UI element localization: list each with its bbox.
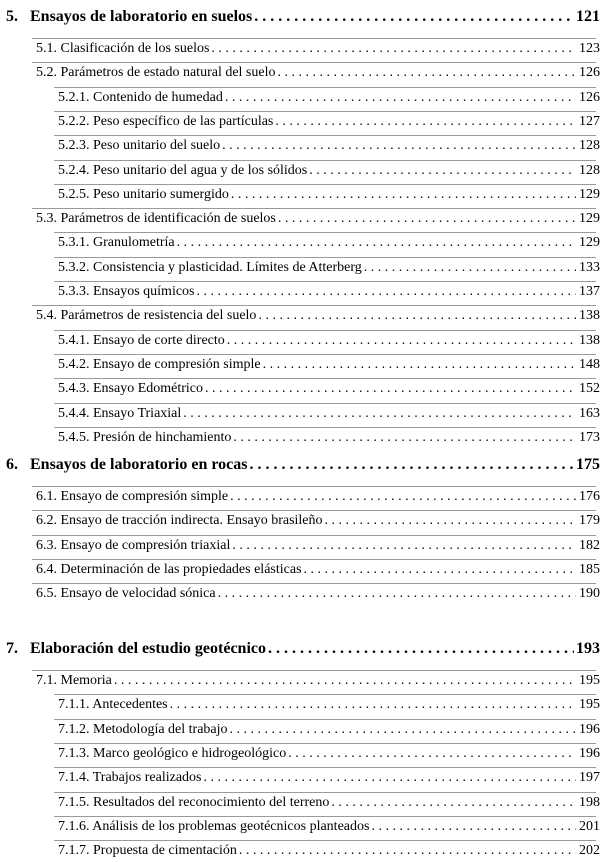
row-divider	[54, 354, 596, 355]
subsection-entry[interactable]	[58, 187, 600, 206]
dot-leader	[371, 819, 576, 835]
subsection-entry[interactable]	[58, 138, 600, 157]
chapter-title	[6, 640, 266, 658]
dot-leader	[278, 211, 576, 227]
chapter-divider	[32, 670, 596, 671]
subsection-entry[interactable]	[58, 722, 600, 741]
subsection-entry[interactable]	[58, 819, 600, 838]
entry-page-number: 137	[579, 284, 600, 299]
chapter-number: 5.	[6, 8, 18, 25]
dot-leader	[254, 8, 574, 26]
row-divider	[54, 135, 596, 136]
row-divider	[54, 694, 596, 695]
entry-page-number: 163	[579, 405, 600, 421]
row-divider	[54, 840, 596, 841]
section-entry[interactable]	[36, 65, 600, 84]
entry-label: 6.2. Ensayo de tracción indirecta. Ensayo brasileño	[36, 513, 323, 529]
entry-page-number: 173	[579, 429, 600, 445]
entry-page-number: 126	[579, 89, 600, 105]
dot-leader	[114, 673, 576, 689]
row-divider	[32, 62, 596, 63]
subsection-entry[interactable]	[58, 357, 600, 376]
entry-label: 7.1.5. Resultados del reconocimiento del terreno	[58, 794, 330, 810]
entry-label: 5.2.4. Peso unitario del agua y de los sólidos	[58, 162, 308, 178]
entry-page-number: 185	[579, 561, 600, 577]
dot-leader	[211, 41, 576, 57]
section-entry[interactable]	[36, 673, 600, 692]
entry-label: 5.4.1. Ensayo de corte directo	[58, 332, 225, 348]
entry-page-number: 197	[579, 770, 600, 786]
subsection-entry[interactable]	[58, 746, 600, 765]
dot-leader	[231, 187, 576, 203]
chapter-divider	[32, 38, 596, 39]
subsection-entry[interactable]	[58, 90, 600, 109]
entry-page-number: 195	[579, 697, 600, 713]
subsection-entry[interactable]	[58, 770, 600, 789]
row-divider	[54, 111, 596, 112]
subsection-entry[interactable]	[58, 114, 600, 133]
section-entry[interactable]	[36, 489, 600, 508]
dot-leader	[222, 138, 576, 154]
dot-leader	[331, 795, 576, 811]
dot-leader	[177, 235, 576, 251]
entry-page-number: 129	[579, 235, 600, 251]
row-divider	[54, 87, 596, 88]
row-divider	[54, 378, 596, 379]
dot-leader	[230, 722, 576, 738]
section-entry[interactable]	[36, 308, 600, 327]
chapter-page-number: 175	[576, 456, 600, 473]
row-divider	[54, 767, 596, 768]
dot-leader	[170, 697, 576, 713]
section-entry[interactable]	[36, 538, 600, 557]
section-entry[interactable]	[36, 513, 600, 532]
entry-label: 7.1.6. Análisis de los problemas geotécnicos planteados	[58, 818, 370, 834]
dot-leader	[304, 562, 576, 578]
dot-leader	[309, 163, 576, 179]
row-divider	[54, 160, 596, 161]
row-divider	[32, 510, 596, 511]
entry-label: 5.4.2. Ensayo de compresión simple	[58, 356, 261, 372]
chapter-number: 6.	[6, 456, 18, 473]
dot-leader	[275, 114, 576, 130]
dot-leader	[263, 357, 576, 373]
entry-page-number: 176	[579, 489, 600, 504]
dot-leader	[239, 843, 576, 859]
row-divider	[54, 792, 596, 793]
entry-label: 7.1.1. Antecedentes	[58, 697, 168, 713]
entry-page-number: 190	[579, 586, 600, 602]
row-divider	[54, 719, 596, 720]
row-divider	[54, 184, 596, 185]
entry-label: 7.1.4. Trabajos realizados	[58, 770, 202, 786]
dot-leader	[230, 489, 576, 505]
entry-label: 5.3.2. Consistencia y plasticidad. Límites de Atterberg	[58, 259, 362, 275]
entry-label: 5.2.3. Peso unitario del suelo	[58, 138, 221, 154]
entry-label: 5.4.3. Ensayo Edométrico	[58, 381, 204, 397]
dot-leader	[183, 406, 576, 422]
entry-page-number: 126	[579, 65, 600, 81]
dot-leader	[364, 260, 576, 276]
entry-label: 5.2. Parámetros de estado natural del suelo	[36, 65, 276, 81]
dot-leader	[218, 586, 576, 602]
entry-page-number: 127	[579, 113, 600, 129]
dot-leader	[205, 381, 576, 397]
entry-page-number: 179	[579, 513, 600, 529]
subsection-entry[interactable]	[58, 843, 600, 862]
dot-leader	[277, 65, 576, 81]
entry-page-number: 202	[579, 843, 600, 859]
dot-leader	[325, 513, 576, 529]
entry-page-number: 138	[579, 332, 600, 348]
entry-page-number: 133	[579, 259, 600, 275]
dot-leader	[203, 770, 576, 786]
row-divider	[54, 232, 596, 233]
entry-page-number: 138	[579, 308, 600, 324]
row-divider	[54, 427, 596, 428]
subsection-entry[interactable]	[58, 697, 600, 716]
entry-page-number: 201	[579, 818, 600, 834]
entry-page-number: 152	[579, 381, 600, 397]
entry-label: 7.1.2. Metodología del trabajo	[58, 721, 228, 737]
row-divider	[54, 403, 596, 404]
entry-label: 6.4. Determinación de las propiedades elásticas	[36, 561, 302, 577]
chapter-title-text: Ensayos de laboratorio en suelos	[30, 8, 253, 25]
subsection-entry[interactable]	[58, 406, 600, 425]
chapter-title	[6, 8, 252, 26]
dot-leader	[233, 430, 576, 446]
row-divider	[32, 535, 596, 536]
subsection-entry[interactable]	[58, 795, 600, 814]
entry-page-number: 129	[579, 186, 600, 202]
entry-label: 5.4.4. Ensayo Triaxial	[58, 405, 182, 421]
subsection-entry[interactable]	[58, 163, 600, 182]
entry-label: 6.1. Ensayo de compresión simple	[36, 489, 229, 504]
chapter-entry[interactable]	[6, 8, 600, 30]
subsection-entry[interactable]	[58, 284, 600, 303]
entry-page-number: 123	[579, 41, 600, 56]
subsection-entry[interactable]	[58, 235, 600, 254]
entry-label: 6.5. Ensayo de velocidad sónica	[36, 586, 216, 602]
chapter-title-text: Elaboración del estudio geotécnico	[30, 640, 266, 657]
row-divider	[32, 559, 596, 560]
row-divider	[54, 743, 596, 744]
row-divider	[32, 208, 596, 209]
entry-label: 5.2.5. Peso unitario sumergido	[58, 186, 229, 202]
entry-page-number: 195	[579, 673, 600, 688]
chapter-entry[interactable]	[6, 640, 600, 662]
entry-label: 7.1.7. Propuesta de cimentación	[58, 843, 237, 859]
entry-label: 5.2.2. Peso específico de las partículas	[58, 113, 274, 129]
row-divider	[54, 330, 596, 331]
subsection-entry[interactable]	[58, 430, 600, 449]
section-entry[interactable]	[36, 211, 600, 230]
entry-label: 5.3. Parámetros de identificación de suelos	[36, 211, 276, 227]
chapter-number: 7.	[6, 640, 18, 657]
row-divider	[32, 305, 596, 306]
dot-leader	[197, 284, 577, 300]
dot-leader	[227, 333, 576, 349]
entry-label: 5.3.1. Granulometría	[58, 235, 175, 251]
chapter-title-text: Ensayos de laboratorio en rocas	[30, 456, 248, 473]
section-entry[interactable]	[36, 41, 600, 60]
dot-leader	[288, 746, 576, 762]
entry-label: 7.1. Memoria	[36, 673, 112, 688]
subsection-entry[interactable]	[58, 260, 600, 279]
entry-page-number: 196	[579, 745, 600, 761]
chapter-divider	[32, 486, 596, 487]
chapter-page-number: 121	[576, 8, 600, 25]
entry-label: 6.3. Ensayo de compresión triaxial	[36, 537, 231, 553]
chapter-entry[interactable]	[6, 456, 600, 478]
dot-leader	[268, 640, 574, 658]
row-divider	[54, 257, 596, 258]
entry-label: 5.2.1. Contenido de humedad	[58, 89, 223, 105]
entry-label: 5.4. Parámetros de resistencia del suelo	[36, 308, 257, 324]
chapter-title	[6, 456, 247, 474]
entry-label: 5.1. Clasificación de los suelos	[36, 41, 210, 56]
entry-label: 5.4.5. Presión de hinchamiento	[58, 429, 232, 445]
entry-page-number: 128	[579, 138, 600, 154]
row-divider	[54, 281, 596, 282]
entry-page-number: 129	[579, 211, 600, 227]
subsection-entry[interactable]	[58, 381, 600, 400]
chapter-page-number: 193	[576, 640, 600, 657]
entry-page-number: 196	[579, 721, 600, 737]
section-entry[interactable]	[36, 562, 600, 581]
entry-page-number: 148	[579, 356, 600, 372]
row-divider	[54, 816, 596, 817]
entry-label: 7.1.3. Marco geológico e hidrogeológico	[58, 745, 287, 761]
dot-leader	[249, 456, 574, 474]
row-divider	[32, 583, 596, 584]
dot-leader	[258, 308, 576, 324]
entry-label: 5.3.3. Ensayos químicos	[58, 284, 195, 299]
dot-leader	[232, 538, 576, 554]
section-entry[interactable]	[36, 586, 600, 605]
subsection-entry[interactable]	[58, 333, 600, 352]
dot-leader	[225, 90, 576, 106]
entry-page-number: 182	[579, 537, 600, 553]
entry-page-number: 198	[579, 794, 600, 810]
entry-page-number: 128	[579, 162, 600, 178]
